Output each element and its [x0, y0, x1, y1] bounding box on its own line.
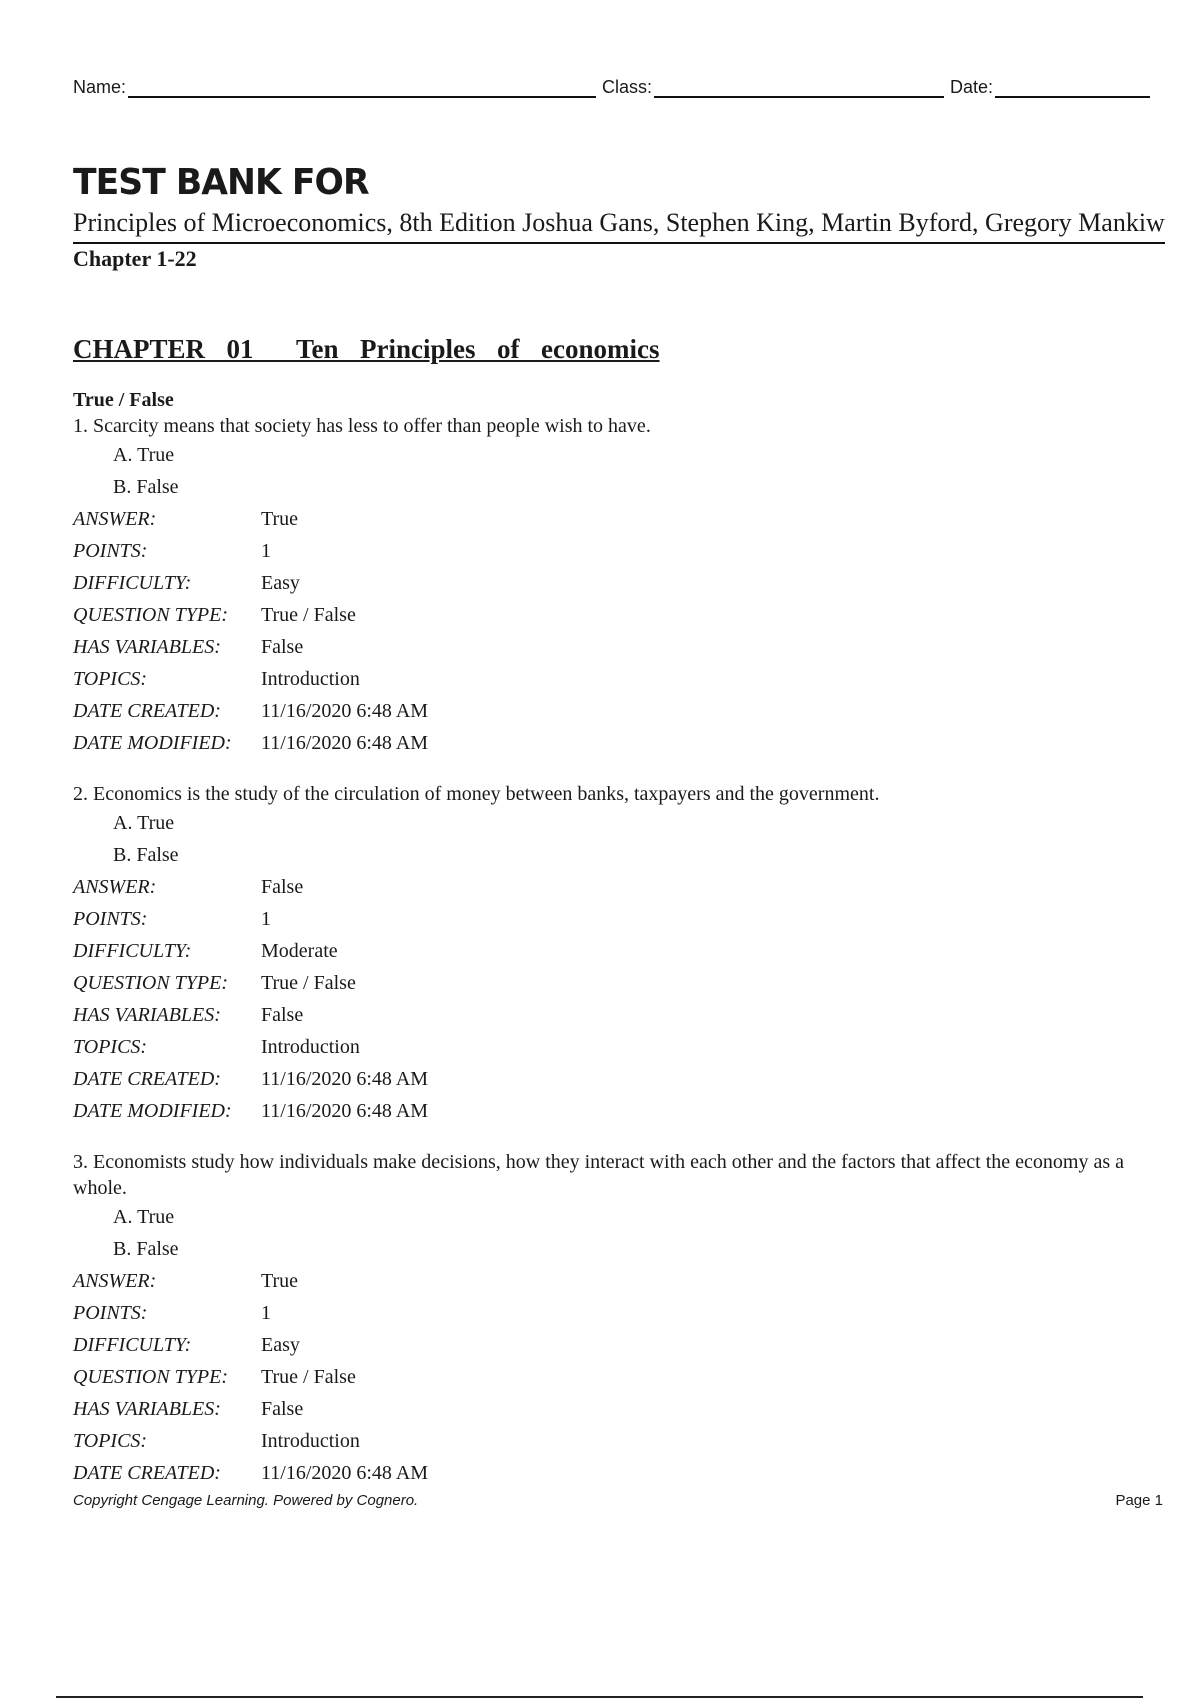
meta-value: False — [261, 1398, 304, 1420]
meta-value: 11/16/2020 6:48 AM — [261, 1100, 429, 1122]
meta-value: 1 — [261, 908, 271, 930]
meta-value: True — [261, 1270, 299, 1292]
meta-value: True / False — [261, 972, 356, 994]
meta-label: ANSWER: — [73, 508, 157, 530]
meta-value: 1 — [261, 540, 271, 562]
meta-difficulty — [73, 935, 1163, 967]
date-label: Date: — [950, 77, 994, 97]
meta-label: HAS VARIABLES: — [73, 1398, 221, 1420]
meta-label: DATE MODIFIED: — [73, 732, 232, 754]
meta-points — [73, 535, 1163, 567]
meta-date-created — [73, 695, 1163, 727]
meta-date-created — [73, 1063, 1163, 1095]
class-line — [654, 72, 944, 98]
book-subtitle: Principles of Microeconomics, 8th Edition Joshua Gans, Stephen King, Martin Byford, Gregory Mankiw — [73, 208, 1165, 237]
meta-topics — [73, 1031, 1163, 1063]
page-footer — [73, 1492, 1163, 1509]
meta-difficulty — [73, 1329, 1163, 1361]
question-text: 3. Economists study how individuals make decisions, how they interact with each other and the factors that affect the economy as a whole. — [73, 1151, 1125, 1199]
class-field — [602, 72, 944, 98]
choice-b: B. False — [113, 1238, 179, 1260]
meta-label: ANSWER: — [73, 876, 157, 898]
choice-a: A. True — [113, 1206, 175, 1228]
meta-label: POINTS: — [73, 908, 148, 930]
date-field — [950, 72, 1150, 98]
question-item — [73, 781, 1163, 1127]
choice-a: A. True — [113, 812, 175, 834]
meta-label: DIFFICULTY: — [73, 572, 192, 594]
name-label: Name: — [73, 77, 127, 97]
meta-label: QUESTION TYPE: — [73, 604, 229, 626]
meta-value: Easy — [261, 572, 300, 594]
question-item — [73, 413, 1163, 759]
meta-date-modified — [73, 727, 1163, 759]
chapter-title — [73, 334, 660, 365]
chapter-number: CHAPTER 01 — [73, 334, 254, 364]
meta-label: ANSWER: — [73, 1270, 157, 1292]
meta-date-modified — [73, 1095, 1163, 1127]
question-list — [73, 387, 1163, 1511]
meta-label: DIFFICULTY: — [73, 940, 192, 962]
meta-value: Easy — [261, 1334, 300, 1356]
name-field — [73, 72, 596, 98]
choice-b: B. False — [113, 476, 179, 498]
question-text: 1. Scarcity means that society has less to offer than people wish to have. — [73, 415, 651, 437]
meta-question-type — [73, 1361, 1163, 1393]
meta-label: DATE CREATED: — [73, 1462, 221, 1484]
meta-label: TOPICS: — [73, 668, 148, 690]
meta-answer — [73, 503, 1163, 535]
meta-answer — [73, 1265, 1163, 1297]
choice-a: A. True — [113, 444, 175, 466]
chapter-range: Chapter 1-22 — [73, 246, 197, 271]
meta-value: Introduction — [261, 1430, 360, 1452]
meta-value: Moderate — [261, 940, 338, 962]
meta-value: Introduction — [261, 668, 360, 690]
meta-value: 11/16/2020 6:48 AM — [261, 1068, 429, 1090]
section-label: True / False — [73, 389, 174, 411]
meta-label: HAS VARIABLES: — [73, 1004, 221, 1026]
meta-topics — [73, 1425, 1163, 1457]
meta-label: TOPICS: — [73, 1430, 148, 1452]
meta-has-variables — [73, 999, 1163, 1031]
name-line — [128, 72, 596, 98]
meta-answer — [73, 871, 1163, 903]
meta-value: False — [261, 876, 304, 898]
meta-label: QUESTION TYPE: — [73, 1366, 229, 1388]
meta-has-variables — [73, 631, 1163, 663]
date-line — [995, 72, 1150, 98]
meta-topics — [73, 663, 1163, 695]
meta-label: POINTS: — [73, 1302, 148, 1324]
document-heading: TEST BANK FOR — [73, 162, 369, 203]
student-info-fields — [73, 72, 1163, 98]
meta-label: DATE CREATED: — [73, 700, 221, 722]
meta-label: QUESTION TYPE: — [73, 972, 229, 994]
meta-question-type — [73, 599, 1163, 631]
class-label: Class: — [602, 77, 653, 97]
question-item — [73, 1149, 1163, 1489]
meta-question-type — [73, 967, 1163, 999]
meta-difficulty — [73, 567, 1163, 599]
meta-date-created — [73, 1457, 1163, 1489]
question-text: 2. Economics is the study of the circulation of money between banks, taxpayers and the government. — [73, 783, 880, 805]
bottom-divider — [56, 1696, 1143, 1698]
meta-value: True / False — [261, 604, 356, 626]
meta-label: DIFFICULTY: — [73, 1334, 192, 1356]
meta-points — [73, 1297, 1163, 1329]
meta-value: 11/16/2020 6:48 AM — [261, 1462, 429, 1484]
meta-value: Introduction — [261, 1036, 360, 1058]
meta-value: 11/16/2020 6:48 AM — [261, 700, 429, 722]
page-number: Page 1 — [1115, 1492, 1163, 1509]
meta-value: False — [261, 1004, 304, 1026]
meta-label: DATE MODIFIED: — [73, 1100, 232, 1122]
choice-b: B. False — [113, 844, 179, 866]
meta-value: 11/16/2020 6:48 AM — [261, 732, 429, 754]
meta-has-variables — [73, 1393, 1163, 1425]
meta-value: True / False — [261, 1366, 356, 1388]
meta-label: POINTS: — [73, 540, 148, 562]
meta-value: 1 — [261, 1302, 271, 1324]
copyright-notice: Copyright Cengage Learning. Powered by Cognero. — [73, 1492, 419, 1509]
meta-value: False — [261, 636, 304, 658]
meta-points — [73, 903, 1163, 935]
meta-label: DATE CREATED: — [73, 1068, 221, 1090]
meta-label: HAS VARIABLES: — [73, 636, 221, 658]
title-block — [73, 162, 1165, 274]
meta-label: TOPICS: — [73, 1036, 148, 1058]
meta-value: True — [261, 508, 299, 530]
chapter-name: Ten Principles of economics — [296, 334, 660, 364]
